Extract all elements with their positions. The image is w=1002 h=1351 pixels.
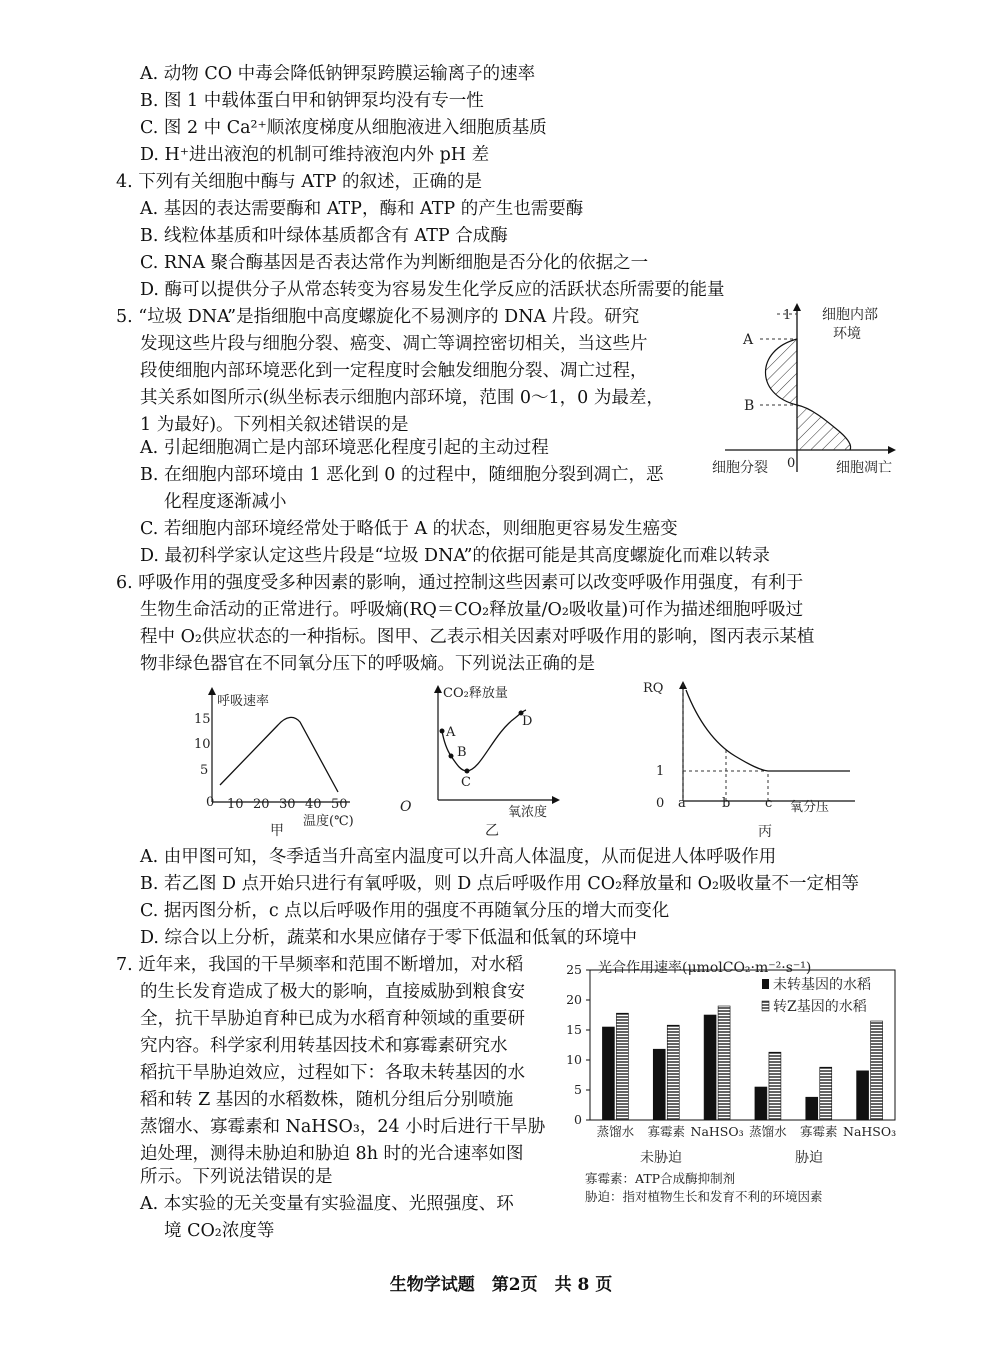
- jia-xtick-10: 10: [227, 797, 244, 812]
- q6-figure-yi: [395, 680, 565, 842]
- q4-option-c: C. RNA 聚合酶基因是否表达常作为判断细胞是否分化的依据之一: [140, 253, 649, 273]
- q6-stem-line-2: 生物生命活动的正常进行。呼吸熵(RQ＝CO₂释放量/O₂吸收量)可作为描述细胞呼吸过: [140, 600, 804, 620]
- jia-curve: [220, 717, 338, 792]
- bing-xtick-b: b: [722, 796, 731, 811]
- yi-curve: [442, 710, 526, 771]
- q6-option-c: C. 据丙图分析，c 点以后呼吸作用的强度不再随氧分压的增大而变化: [140, 901, 670, 921]
- bing-curve: [686, 690, 850, 771]
- q5-point-a: A: [743, 332, 754, 348]
- jia-ytick-5: 5: [200, 763, 209, 778]
- yi-point-c-dot: [465, 769, 470, 774]
- bing-xlabel: 氧分压: [790, 800, 830, 815]
- yi-point-c: C: [461, 775, 471, 790]
- bar-untransgenic: [806, 1097, 818, 1120]
- bar-transgenic: [616, 1013, 628, 1120]
- yi-origin: O: [400, 799, 412, 815]
- q7-stem-line-8: 迫处理，测得未胁迫和胁迫 8h 时的光合速率如图: [140, 1144, 524, 1164]
- yi-point-a: A: [446, 725, 456, 740]
- q5-option-c: C. 若细胞内部环境经常处于略低于 A 的状态，则细胞更容易发生癌变: [140, 519, 678, 539]
- q4-stem: 4. 下列有关细胞中酶与 ATP 的叙述，正确的是: [116, 172, 483, 192]
- q5-left-label: 细胞分裂: [712, 460, 768, 476]
- q4-option-a: A. 基因的表达需要酶和 ATP，酶和 ATP 的产生也需要酶: [140, 199, 584, 219]
- q7-stem-line-2: 的生长发育造成了极大的影响，直接威胁到粮食安: [140, 982, 525, 1002]
- q6-stem-line-4: 物非绿色器官在不同氧分压下的呼吸熵。下列说法正确的是: [140, 654, 595, 674]
- bar-transgenic: [667, 1025, 679, 1120]
- q5-stem-line-4: 其关系如图所示(纵坐标表示细胞内部环境，范围 0～1，0 为最差，: [140, 388, 664, 408]
- q5-option-b-line-2: 化程度逐渐减小: [164, 492, 287, 512]
- bar-transgenic: [718, 1006, 730, 1120]
- q6-option-b: B. 若乙图 D 点开始只进行有氧呼吸，则 D 点后呼吸作用 CO₂释放量和 O₂吸收量不一定相等: [140, 874, 860, 894]
- bing-caption: 丙: [758, 824, 772, 840]
- x-category-label: NaHSO₃: [690, 1124, 744, 1139]
- q5-stem-line-3: 段使细胞内部环境恶化到一定程度时会触发细胞分裂、凋亡过程，: [140, 361, 648, 381]
- bing-origin: 0: [656, 796, 665, 811]
- q3-option-b: B. 图 1 中载体蛋白甲和钠钾泵均没有专一性: [140, 91, 484, 111]
- q6-stem-line-1: 6. 呼吸作用的强度受多种因素的影响，通过控制这些因素可以改变呼吸作用强度，有利于: [116, 573, 804, 593]
- q5-origin: 0: [787, 456, 796, 471]
- bing-ytick-1: 1: [656, 764, 665, 779]
- yi-point-b: B: [457, 745, 467, 760]
- q4-option-b: B. 线粒体基质和叶绿体基质都含有 ATP 合成酶: [140, 226, 508, 246]
- jia-xtick-40: 40: [305, 797, 322, 812]
- yi-caption: 乙: [485, 823, 499, 839]
- y-tick-label: 5: [574, 1082, 582, 1097]
- group-label-stressed: 胁迫: [795, 1150, 823, 1166]
- jia-xtick-30: 30: [279, 797, 296, 812]
- jia-ylabel: 呼吸速率: [217, 694, 270, 709]
- page-footer: 生物学试题 第2页 共 8 页: [389, 1275, 613, 1295]
- q5-point-b: B: [744, 398, 755, 414]
- q6-option-d: D. 综合以上分析，蔬菜和水果应储存于零下低温和低氧的环境中: [140, 928, 638, 948]
- q5-tick-1: 1: [783, 308, 792, 323]
- q6-figure-jia: [190, 680, 370, 842]
- q3-option-c: C. 图 2 中 Ca²⁺顺浓度梯度从细胞液进入细胞质基质: [140, 118, 547, 138]
- bar-transgenic: [769, 1052, 781, 1120]
- q7-stem-line-5: 稻抗干旱胁迫效应，过程如下：各取未转基因的水: [140, 1063, 525, 1083]
- q5-option-a: A. 引起细胞凋亡是内部环境恶化程度引起的主动过程: [140, 438, 549, 458]
- y-tick-label: 15: [566, 1022, 582, 1037]
- bar-transgenic: [820, 1067, 832, 1120]
- yi-point-a-dot: [440, 729, 445, 734]
- jia-origin: 0: [206, 795, 215, 810]
- bar-untransgenic: [602, 1027, 614, 1120]
- x-category-label: NaHSO₃: [843, 1124, 897, 1139]
- y-tick-label: 25: [566, 962, 582, 977]
- bar-untransgenic: [653, 1049, 665, 1120]
- q5-label-top-1: 细胞内部: [822, 307, 878, 323]
- x-category-label: 蒸馏水: [749, 1124, 787, 1139]
- y-tick-label: 20: [566, 992, 582, 1007]
- q3-option-d: D. H⁺进出液泡的机制可维持液泡内外 pH 差: [140, 145, 490, 165]
- group-label-unstressed: 未胁迫: [640, 1150, 682, 1166]
- legend-swatch-transgenic: [762, 1001, 769, 1011]
- chart-note-2: 胁迫：指对植物生长和发育不利的环境因素: [585, 1189, 823, 1204]
- bing-xtick-a: a: [678, 796, 686, 811]
- q5-option-d: D. 最初科学家认定这些片段是“垃圾 DNA”的依据可能是其高度螺旋化而难以转录: [140, 546, 770, 566]
- bar-transgenic: [871, 1021, 883, 1120]
- legend-untransgenic: 未转基因的水稻: [773, 977, 871, 993]
- legend-transgenic: 转Z基因的水稻: [773, 999, 867, 1015]
- chart-title: 光合作用速率(μmolCO₂·m⁻²·s⁻¹): [598, 960, 812, 976]
- q4-option-d: D. 酶可以提供分子从常态转变为容易发生化学反应的活跃状态所需要的能量: [140, 280, 725, 300]
- jia-ytick-10: 10: [194, 737, 211, 752]
- jia-xtick-50: 50: [331, 797, 348, 812]
- chart-note-1: 寡霉素：ATP合成酶抑制剂: [585, 1171, 736, 1186]
- yi-point-d: D: [522, 714, 533, 729]
- q7-bar-chart: [560, 950, 900, 1210]
- q7-stem-line-4: 究内容。科学家利用转基因技术和寡霉素研究水: [140, 1036, 508, 1056]
- x-category-label: 蒸馏水: [596, 1124, 635, 1139]
- y-tick-label: 0: [574, 1112, 582, 1127]
- q7-option-a-line-2: 境 CO₂浓度等: [164, 1221, 275, 1241]
- yi-point-b-dot: [449, 754, 454, 759]
- q7-stem-line-3: 全，抗干旱胁迫育种已成为水稻育种领域的重要研: [140, 1009, 525, 1029]
- yi-ylabel: CO₂释放量: [443, 686, 508, 701]
- y-tick-label: 10: [566, 1052, 582, 1067]
- q5-label-top-2: 环境: [833, 326, 861, 342]
- q6-option-a: A. 由甲图可知，冬季适当升高室内温度可以升高人体温度，从而促进人体呼吸作用: [140, 847, 777, 867]
- yi-xlabel: 氧浓度: [508, 805, 548, 820]
- bar-untransgenic: [857, 1071, 869, 1120]
- jia-xtick-20: 20: [253, 797, 270, 812]
- q3-option-a: A. 动物 CO 中毒会降低钠钾泵跨膜运输离子的速率: [140, 64, 536, 84]
- jia-ytick-15: 15: [194, 712, 211, 727]
- x-category-label: 寡霉素: [647, 1124, 686, 1139]
- q5-stem-line-2: 发现这些片段与细胞分裂、癌变、凋亡等调控密切相关，当这些片: [140, 334, 648, 354]
- jia-caption: 甲: [270, 823, 284, 839]
- q5-option-b-line-1: B. 在细胞内部环境由 1 恶化到 0 的过程中，随细胞分裂到凋亡，恶: [140, 465, 664, 485]
- legend-swatch-untransgenic: [762, 979, 769, 989]
- q5-stem-line-5: 1 为最好)。下列相关叙述错误的是: [140, 415, 409, 435]
- x-category-label: 寡霉素: [799, 1124, 838, 1139]
- q6-stem-line-3: 程中 O₂供应状态的一种指标。图甲、乙表示相关因素对呼吸作用的影响，图丙表示某植: [140, 627, 815, 647]
- bar-untransgenic: [704, 1015, 716, 1120]
- q5-stem-line-1: 5. “垃圾 DNA”是指细胞中高度螺旋化不易测序的 DNA 片段。研究: [116, 307, 640, 327]
- q7-option-a-line-1: A. 本实验的无关变量有实验温度、光照强度、环: [140, 1194, 514, 1214]
- q7-stem-line-9: 所示。下列说法错误的是: [140, 1167, 333, 1187]
- q5-division-curve: [766, 339, 798, 405]
- q5-figure: [700, 300, 910, 480]
- q6-figure-bing: [640, 676, 870, 842]
- q7-stem-line-1: 7. 近年来，我国的干旱频率和范围不断增加，对水稻: [116, 955, 524, 975]
- q7-stem-line-6: 稻和转 Z 基因的水稻数株，随机分组后分别喷施: [140, 1090, 514, 1110]
- bing-xtick-c: c: [765, 796, 773, 811]
- q7-stem-line-7: 蒸馏水、寡霉素和 NaHSO₃，24 小时后进行干旱胁: [140, 1117, 546, 1137]
- bar-untransgenic: [755, 1087, 767, 1120]
- bing-ylabel: RQ: [643, 681, 664, 696]
- jia-xlabel: 温度(℃): [303, 814, 354, 829]
- q5-right-label: 细胞凋亡: [836, 460, 892, 476]
